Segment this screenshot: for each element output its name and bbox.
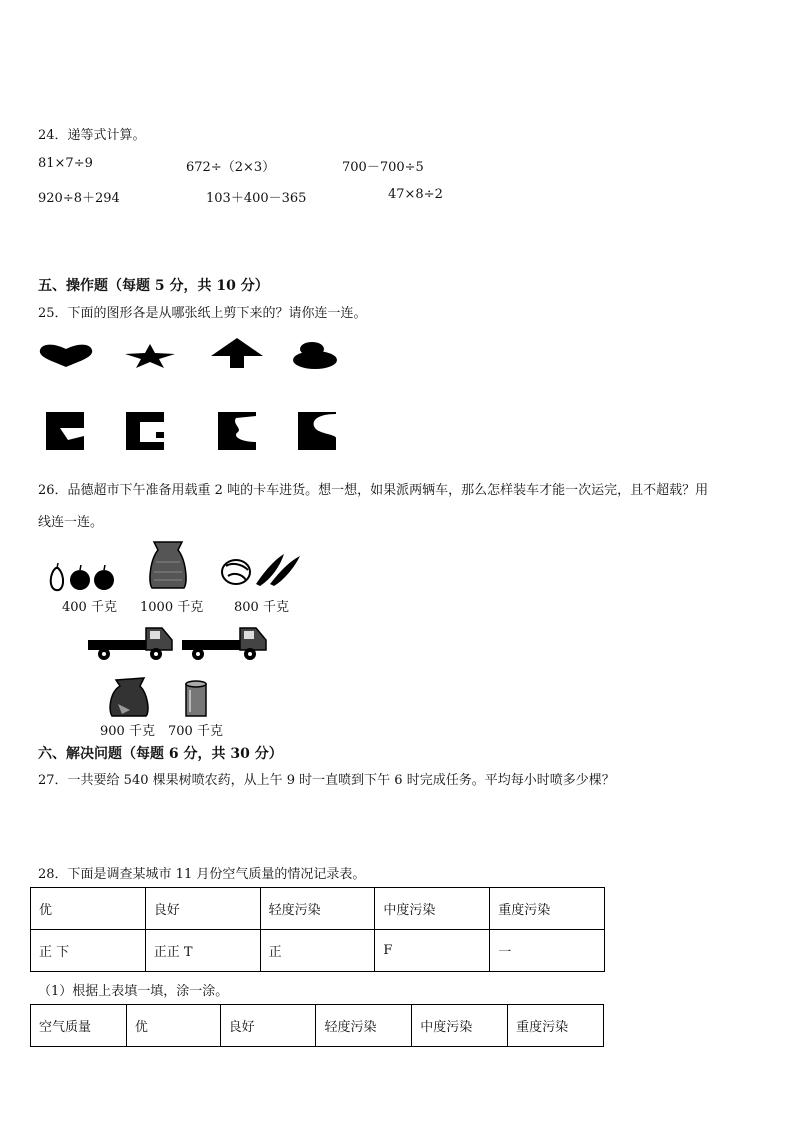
- tally-cell: 正 下: [31, 930, 146, 972]
- paper-1: [46, 412, 84, 450]
- snowman-shape: [292, 341, 338, 369]
- calc-item: 672÷（2×3）: [186, 160, 276, 175]
- weight-label: 800 千克: [234, 600, 289, 615]
- q26-line2: 线连一连。: [38, 515, 104, 530]
- tree-arrow-shape: [210, 338, 264, 368]
- tally-cell: 一: [490, 930, 605, 972]
- sack-image: [148, 542, 188, 590]
- bag-image: [108, 676, 152, 718]
- truck-2: [180, 620, 268, 664]
- table-cell: 轻度污染: [316, 1005, 412, 1047]
- q25-title: 25．下面的图形各是从哪张纸上剪下来的？请你连一连。: [38, 306, 367, 321]
- weight-label: 1000 千克: [140, 600, 204, 615]
- calc-item: 700－700÷5: [342, 160, 424, 175]
- q28-title: 28．下面是调查某城市 11 月份空气质量的情况记录表。: [38, 867, 366, 882]
- weight-label: 900 千克: [100, 724, 155, 739]
- table-cell: 优: [126, 1005, 220, 1047]
- tally-cell: 正正 T: [145, 930, 260, 972]
- q26-line1: 26．品德超市下午准备用载重 2 吨的卡车进货。想一想，如果派两辆车，那么怎样装车才能一次运完，且不超载？用: [38, 483, 709, 498]
- q27-title: 27．一共要给 540 棵果树喷农药，从上午 9 时一直喷到下午 6 时完成任务。平均每小时喷多少棵？: [38, 773, 615, 788]
- fill-table: [30, 1004, 604, 1047]
- heart-shape: [38, 343, 94, 369]
- table-header-cell: 良好: [145, 888, 260, 930]
- q28-sub1: （1）根据上表填一填，涂一涂。: [38, 984, 229, 999]
- tally-table: [30, 887, 605, 972]
- fruit-image: [46, 562, 120, 592]
- can-image: [184, 680, 208, 718]
- weight-label: 700 千克: [168, 724, 223, 739]
- tally-cell: 正: [260, 930, 375, 972]
- table-header-cell: 优: [31, 888, 146, 930]
- table-cell: 中度污染: [412, 1005, 508, 1047]
- paper-2: [126, 412, 164, 450]
- tally-cell: F: [375, 930, 490, 972]
- calc-item: 47×8÷2: [388, 187, 443, 202]
- truck-1: [86, 620, 174, 664]
- table-cell: 重度污染: [508, 1005, 604, 1047]
- paper-4: [298, 412, 336, 450]
- table-cell: 良好: [220, 1005, 316, 1047]
- calc-item: 103＋400－365: [206, 191, 307, 206]
- section5-title: 五、操作题（每题 5 分，共 10 分）: [38, 278, 269, 294]
- weight-label: 400 千克: [62, 600, 117, 615]
- section6-title: 六、解决问题（每题 6 分，共 30 分）: [38, 746, 283, 762]
- table-header-cell: 重度污染: [490, 888, 605, 930]
- star-shape: [124, 344, 176, 368]
- calc-item: 81×7÷9: [38, 156, 93, 171]
- calc-item: 920÷8＋294: [38, 191, 120, 206]
- table-header-cell: 轻度污染: [260, 888, 375, 930]
- table-header-cell: 中度污染: [375, 888, 490, 930]
- q24-title: 24．递等式计算。: [38, 128, 146, 143]
- table-cell: 空气质量: [31, 1005, 127, 1047]
- vegetables-image: [220, 552, 302, 588]
- paper-3: [218, 412, 256, 450]
